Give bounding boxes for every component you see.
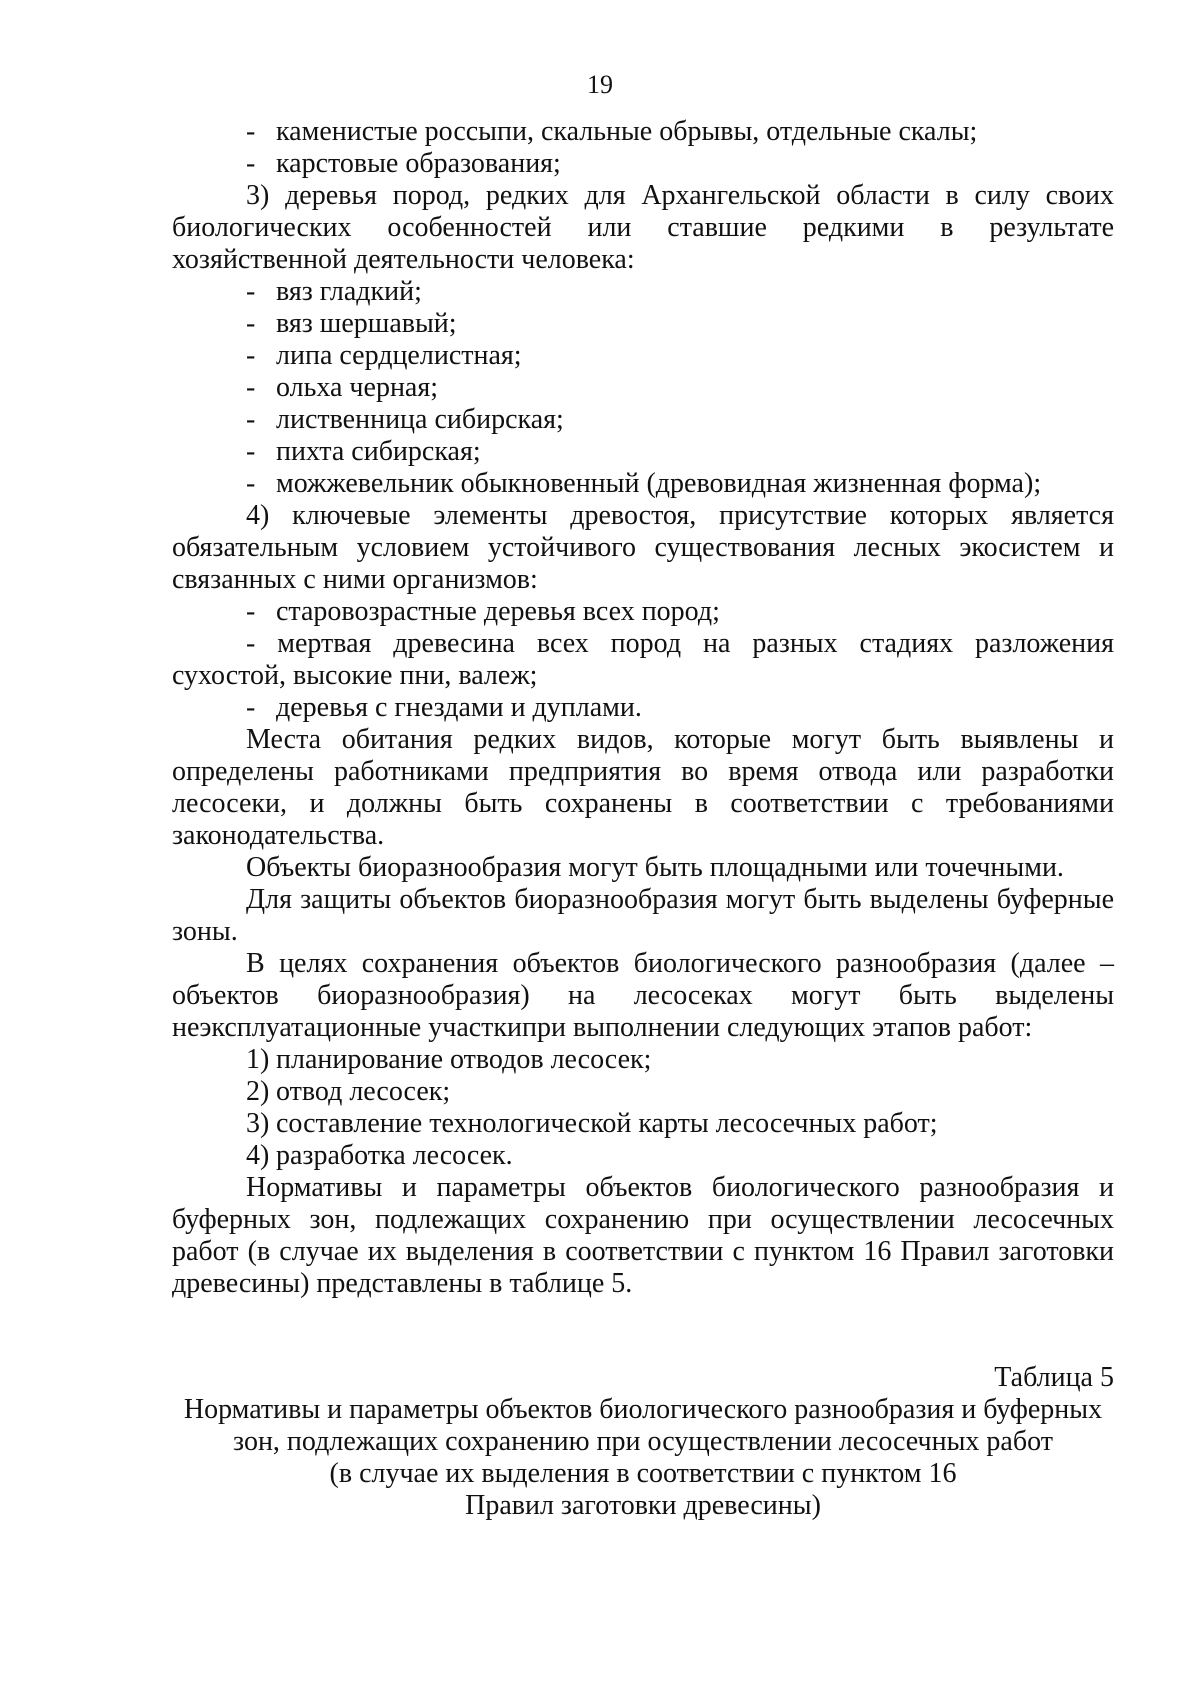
dash-marker: - [246, 148, 256, 179]
list-item [172, 436, 1114, 468]
numbered-marker: 4) [246, 1140, 270, 1171]
list-item [172, 468, 1114, 500]
numbered-item [172, 1044, 1114, 1076]
table-caption-block [172, 1362, 1114, 1522]
paragraph: В целях сохранения объектов биологического разнообразия (далее – объектов биоразнообразия) на лесосеках могут быть выделены неэксплуатационные участкипри выполнении следующих этапов работ: [172, 948, 1114, 1043]
list-item-text: деревья с гнездами и дуплами. [276, 692, 642, 723]
list-item-text: вяз шершавый; [276, 308, 457, 339]
paragraph: - мертвая древесина всех пород на разных стадиях разложения сухостой, высокие пни, валеж; [172, 628, 1114, 691]
dash-marker: - [246, 372, 256, 403]
list-item [172, 148, 1114, 180]
list-item [172, 404, 1114, 436]
table-label: Таблица 5 [994, 1362, 1114, 1393]
numbered-item [172, 1140, 1114, 1172]
list-item [172, 116, 1114, 148]
paragraph: Нормативы и параметры объектов биологического разнообразия и буферных зон, подлежащих сохранению при осуществлении лесосечных работ (в случае их выделения в соответствии с пунктом 16 Правил заготовки древесины) представлены в таблице 5. [172, 1172, 1114, 1299]
numbered-marker: 2) [246, 1076, 270, 1107]
list-item [172, 340, 1114, 372]
dash-marker: - [246, 692, 256, 723]
numbered-item-text: отвод лесосек; [276, 1076, 451, 1107]
dash-marker: - [246, 436, 256, 467]
paragraph: Для защиты объектов биоразнообразия могут быть выделены буферные зоны. [172, 884, 1114, 947]
dash-marker: - [246, 276, 256, 307]
numbered-item-text: планирование отводов лесосек; [276, 1044, 652, 1075]
list-item [172, 372, 1114, 404]
list-item [172, 276, 1114, 308]
numbered-item-text: деревья пород, редких для Архангельской области в силу своих биологических особенностей или ставшие редкими в результате хозяйственной деятельности человека: [172, 180, 1115, 275]
body-text [172, 116, 1114, 1300]
numbered-marker: 1) [246, 1044, 270, 1075]
list-item [172, 308, 1114, 340]
table-title-line: Нормативы и параметры объектов биологического разнообразия и буферных [183, 1394, 1103, 1425]
page-number: 19 [587, 70, 613, 99]
list-item-text: липа сердцелистная; [276, 340, 522, 371]
list-item-text: пихта сибирская; [276, 436, 481, 467]
numbered-marker: 3) [246, 1108, 270, 1139]
list-item-text: ольха черная; [276, 372, 439, 403]
list-item [172, 596, 1114, 628]
table-title-line: зон, подлежащих сохранению при осуществлении лесосечных работ [233, 1426, 1053, 1457]
dash-marker: - [246, 404, 256, 435]
numbered-item [172, 1108, 1114, 1140]
dash-marker: - [246, 308, 256, 339]
list-item [172, 692, 1114, 724]
dash-marker: - [246, 340, 256, 371]
numbered-marker: 3) [246, 180, 270, 211]
paragraph: Места обитания редких видов, которые могут быть выявлены и определены работниками предприятия во время отвода или разработки лесосеки, и должны быть сохранены в соответствии с требованиями законодательства. [172, 724, 1114, 851]
numbered-item-text: разработка лесосек. [276, 1140, 513, 1171]
list-item-text: старовозрастные деревья всех пород; [276, 596, 720, 627]
paragraph: 4) ключевые элементы древостоя, присутствие которых является обязательным условием устойчивого существования лесных экосистем и связанных с ними организмов: [172, 500, 1114, 595]
table-title-line: Правил заготовки древесины) [465, 1490, 821, 1521]
dash-marker: - [246, 596, 256, 627]
dash-marker: - [246, 116, 256, 147]
list-item-text: вяз гладкий; [276, 276, 422, 307]
list-item-text: каменистые россыпи, скальные обрывы, отдельные скалы; [276, 116, 978, 147]
table-title [172, 1394, 1114, 1522]
numbered-item [172, 180, 1114, 276]
table-title-line: (в случае их выделения в соответствии с пунктом 16 [329, 1458, 957, 1489]
dash-marker: - [246, 468, 256, 499]
numbered-item [172, 1076, 1114, 1108]
list-item-text: лиственница сибирская; [276, 404, 564, 435]
list-item-text: можжевельник обыкновенный (древовидная жизненная форма); [276, 468, 1042, 499]
list-item-text: карстовые образования; [276, 148, 561, 179]
paragraph: Объекты биоразнообразия могут быть площадными или точечными. [246, 852, 1064, 883]
numbered-item-text: составление технологической карты лесосечных работ; [276, 1108, 938, 1139]
